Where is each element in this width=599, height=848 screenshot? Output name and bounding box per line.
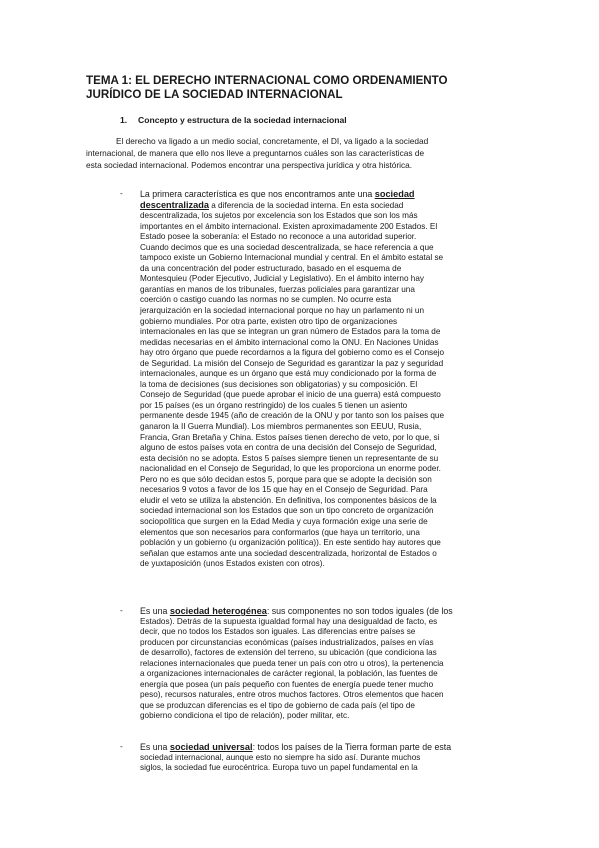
list-item-line: por 15 países (es un órgano restringido) de los cuales 5 tienen un asiento xyxy=(140,400,408,410)
lead-text: Es una xyxy=(140,606,170,616)
list-item-line: la toma de decisiones (sus decisiones son obligatorias) y su composición. El xyxy=(140,379,418,389)
list-item-line: hay otro órgano que puede recordarnos a la figura del gobierno como es el Consejo xyxy=(140,348,445,358)
keyword: sociedad universal xyxy=(169,742,253,752)
list-item-line: garantías en manos de los tribunales, fuerzas policiales para garantizar una xyxy=(140,284,415,294)
list-item-lead xyxy=(140,606,530,617)
list-item-line: internacionales en las que se integran un gran número de Estados para la toma de xyxy=(140,327,441,337)
bullet-marker: - xyxy=(120,189,123,198)
intro-line: El derecho va ligado a un medio social, concretamente, el DI, va ligado a la sociedad xyxy=(116,136,429,146)
list-item-line: Estados). Detrás de la supuesta igualdad formal hay una desigualdad de facto, es xyxy=(140,616,438,626)
bullet-marker: - xyxy=(120,606,123,615)
list-item-line xyxy=(140,200,530,212)
list-item-line: eludir el veto se utiliza la abstención. En definitiva, los componentes básicos de la xyxy=(140,495,437,505)
list-item-line: de desarrollo), factores de extensión del terreno, su ubicación (que condiciona las xyxy=(140,648,437,658)
list-item-line: nacionalidad en el Consejo de Seguridad, lo que les proporciona un enorme poder. xyxy=(140,464,441,474)
list-item-lead xyxy=(140,742,530,753)
list-item-line: alguno de estos países vota en contra de una decisión del Consejo de Seguridad, xyxy=(140,443,437,453)
list-item-line: sociedad internacional son los Estados que son un tipo concreto de organización xyxy=(140,506,434,516)
list-item-line: Estado posee la soberanía: el Estado no reconoce a una autoridad superior. xyxy=(140,232,417,242)
list-item-line: energía que posea (un país pequeño con fuentes de energía puede tener mucho xyxy=(140,679,434,689)
list-item-line: Montesquieu (Poder Ejecutivo, Judicial y Legislativo). En el ámbito interno hay xyxy=(140,274,424,284)
lead-text: : todos los países de la Tierra forman parte de esta xyxy=(252,742,452,752)
list-item-line: siglos, la sociedad fue eurocéntrica. Europa tuvo un papel fundamental en la xyxy=(140,763,418,773)
list-item-line: gobierno mundiales. Por otra parte, existen otro tipo de organizaciones xyxy=(140,316,398,326)
list-item-line: de yuxtaposición (unos Estados existen con otros). xyxy=(140,559,325,569)
list-item-line: Consejo de Seguridad (que puede aprobar el inicio de una guerra) está compuesto xyxy=(140,390,441,400)
list-item-line: que se produzcan diferencias es el tipo de gobierno de cada país (el tipo de xyxy=(140,700,415,710)
list-item-line: elementos que son necesarios para conformarlos (que haya un territorio, una xyxy=(140,527,420,537)
section-title: Concepto y estructura de la sociedad internacional xyxy=(138,115,347,125)
list-item-line: da una concentración del poder estructurado, basado en el esquema de xyxy=(140,263,402,273)
lead-text: Es una xyxy=(140,742,170,752)
section-heading xyxy=(120,115,347,125)
list-item-line: señalan que estamos ante una sociedad descentralizada, horizontal de Estados o xyxy=(140,548,437,558)
list-item-line: permanente desde 1945 (año de creación de la ONU y por tanto son los países que xyxy=(140,411,445,421)
intro-line: esta sociedad internacional. Podemos encontrar una perspectiva jurídica y otra histórica. xyxy=(86,159,413,170)
list-item-line: Pero no es que sólo decidan estos 5, porque para que se adopte la decisión son xyxy=(140,474,432,484)
list-item-line: decir, que no todos los Estados son iguales. Las diferencias entre países se xyxy=(140,627,416,637)
list-item-line: producen por circunstancias económicas (países industrializados, países en vías xyxy=(140,637,434,647)
list-item-line: de Seguridad. La misión del Consejo de Seguridad es garantizar la paz y seguridad xyxy=(140,358,444,368)
list-item-line: Francia, Gran Bretaña y China. Estos países tienen derecho de veto, por lo que, si xyxy=(140,432,440,442)
list-item-line: peso), recursos naturales, entre otros muchos factores. Otros elementos que hacen xyxy=(140,690,444,700)
list-item-body xyxy=(140,606,530,722)
list-item-line: relaciones internacionales que pueda tener un país con otro u otros), la pertenencia xyxy=(140,658,444,668)
keyword: sociedad xyxy=(374,189,415,199)
section-number: 1. xyxy=(120,115,128,125)
list-item-line: a organizaciones internacionales de carácter regional, la población, las fuentes de xyxy=(140,669,438,679)
keyword: sociedad heterogénea xyxy=(169,606,267,616)
list-item-body xyxy=(140,742,530,774)
list-item-line: sociopolítica que surgen en la Edad Media y cuya formación exige una serie de xyxy=(140,516,428,526)
list-item-line: internacionales, aunque es un órgano que está muy condicionado por la forma de xyxy=(140,369,437,379)
list-item-line: necesarios 9 votos a favor de los 15 que hay en el Consejo de Seguridad. Para xyxy=(140,485,428,495)
list-item-lead xyxy=(140,189,530,200)
lead-text: : sus componentes no son todos iguales (de los xyxy=(266,606,453,616)
lead-text: La primera característica es que nos encontramos ante una xyxy=(140,189,375,199)
intro-line: internacional, de manera que ello nos lleve a preguntarnos cuáles son las características de xyxy=(86,147,425,158)
list-item-line: descentralizada, los sujetos por excelencia son los Estados que son los más xyxy=(140,211,418,221)
list-item-line: sociedad internacional, aunque esto no siempre ha sido así. Durante muchos xyxy=(140,752,421,762)
list-item-line: gobierno condiciona el tipo de relación), poder militar, etc. xyxy=(140,711,350,721)
list-item-line: Cuando decimos que es una sociedad descentralizada, se hace referencia a que xyxy=(140,242,434,252)
title-line-1: TEMA 1: EL DERECHO INTERNACIONAL COMO ORDENAMIENTO xyxy=(86,74,448,87)
bullet-marker: - xyxy=(120,742,123,751)
lead-text: a diferencia de la sociedad interna. En esta sociedad xyxy=(208,200,404,210)
list-item-line: jerarquización en la sociedad internacional porque no hay un parlamento ni un xyxy=(140,306,425,316)
title-line-2: JURÍDICO DE LA SOCIEDAD INTERNACIONAL xyxy=(86,88,343,101)
list-item-line: importantes en el ámbito internacional. Existen aproximadamente 200 Estados. El xyxy=(140,221,438,231)
list-item-line: medidas necesarias en el ámbito internacional como la ONU. En Naciones Unidas xyxy=(140,337,439,347)
list-item-line: coerción o castigo cuando las normas no se cumplen. No ocurre esta xyxy=(140,295,392,305)
list-item-line: ganaron la II Guerra Mundial). Los miembros permanentes son EEUU, Rusia, xyxy=(140,422,422,432)
intro-paragraph xyxy=(86,136,526,172)
page-title xyxy=(86,74,526,102)
list-item-body xyxy=(140,189,530,570)
list-item-line: población y un gobierno (u organización política)). En este sentido hay autores que xyxy=(140,538,441,548)
list-item-line: tampoco existe un Gobierno Internacional mundial y central. En el ámbito estatal se xyxy=(140,253,444,263)
list-item-line: esta decisión no se adopta. Estos 5 países siempre tienen un representante de su xyxy=(140,453,439,463)
keyword: descentralizada xyxy=(140,199,209,210)
